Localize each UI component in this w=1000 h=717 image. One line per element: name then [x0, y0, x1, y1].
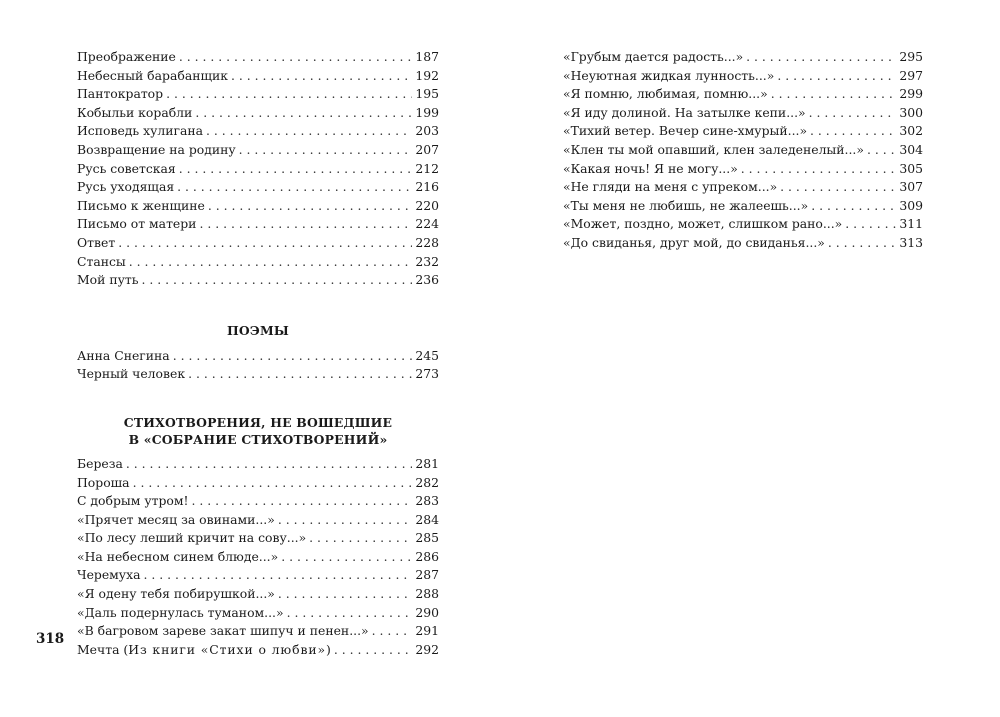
- toc-entry-title: «Я помню, любимая, помню...»: [563, 86, 768, 102]
- toc-entry[interactable]: [77, 122, 439, 141]
- toc-entry-page: 299: [899, 86, 923, 102]
- toc-entry[interactable]: [77, 67, 439, 86]
- toc-entry-page: 245: [415, 347, 439, 363]
- toc-entry[interactable]: [77, 641, 439, 660]
- toc-entry-page: 291: [415, 623, 439, 639]
- toc-entry-title: «По лесу леший кричит на сову...»: [77, 530, 307, 546]
- toc-entry-page: 288: [415, 586, 439, 602]
- toc-entry[interactable]: [563, 215, 923, 234]
- toc-entry-title: «Прячет месяц за овинами...»: [77, 511, 275, 527]
- toc-entry-title: «В багровом зареве закат шипуч и пенен...»: [77, 623, 369, 639]
- toc-entry-title: «Я иду долиной. На затылке кепи...»: [563, 104, 806, 120]
- toc-entry-title: С добрым утром!: [77, 493, 189, 509]
- toc-entry-title: «Не гляди на меня с упреком...»: [563, 179, 778, 195]
- toc-entry-title: «Какая ночь! Я не могу...»: [563, 160, 738, 176]
- dot-leader: [334, 641, 412, 660]
- dot-leader: [199, 215, 412, 234]
- toc-entry[interactable]: [77, 455, 439, 474]
- section-heading-line-2: В «СОБРАНИЕ СТИХОТВОРЕНИЙ»: [128, 431, 388, 447]
- toc-entry-title: Береза: [77, 455, 123, 471]
- toc-entry-title: Ответ: [77, 234, 116, 250]
- page-number: 318: [36, 631, 65, 647]
- toc-entry[interactable]: [563, 122, 923, 141]
- toc-entry[interactable]: [77, 234, 439, 253]
- toc-entry-page: 195: [415, 86, 439, 102]
- toc-entry-title: Кобыльи корабли: [77, 104, 193, 120]
- dot-leader: [810, 122, 896, 141]
- toc-entry-title: Возвращение на родину: [77, 141, 236, 157]
- toc-entry[interactable]: [77, 365, 439, 384]
- toc-entry-title: «Может, поздно, может, слишком рано...»: [563, 216, 843, 232]
- dot-leader: [771, 85, 896, 104]
- dot-leader: [142, 271, 413, 290]
- dot-leader: [173, 347, 412, 366]
- toc-entry-title: Пороша: [77, 474, 130, 490]
- toc-entry-page: 192: [415, 67, 439, 83]
- dot-leader: [741, 160, 896, 179]
- toc-entry[interactable]: [77, 529, 439, 548]
- dot-leader: [867, 141, 896, 160]
- toc-entry-page: 216: [415, 179, 439, 195]
- dot-leader: [195, 104, 412, 123]
- dot-leader: [188, 365, 412, 384]
- toc-entry[interactable]: [563, 67, 923, 86]
- toc-entry-page: 187: [415, 49, 439, 64]
- toc-entry-title: «Неуютная жидкая лунность...»: [563, 67, 775, 83]
- dot-leader: [278, 585, 412, 604]
- toc-entry-title: Анна Снегина: [77, 347, 170, 363]
- toc-entry[interactable]: [563, 85, 923, 104]
- toc-entry-page: 307: [899, 179, 923, 195]
- toc-entry-title: «Клен ты мой опавший, клен заледенелый...»: [563, 141, 864, 157]
- dot-leader: [206, 122, 412, 141]
- toc-entry-page: 283: [415, 493, 439, 509]
- toc-entry-page: 273: [415, 366, 439, 382]
- toc-entry-title: «Я одену тебя побирушкой...»: [77, 586, 275, 602]
- dot-leader: [177, 178, 412, 197]
- toc-entry-page: 305: [899, 160, 923, 176]
- toc-entry-title: «Даль подернулась туманом...»: [77, 604, 284, 620]
- dot-leader: [133, 474, 412, 493]
- toc-entry[interactable]: [563, 160, 923, 179]
- dot-leader: [828, 234, 896, 253]
- dot-leader: [192, 492, 413, 511]
- toc-entry[interactable]: [77, 48, 439, 67]
- dot-leader: [118, 234, 412, 253]
- toc-entry[interactable]: [77, 604, 439, 623]
- dot-leader: [811, 197, 896, 216]
- toc-entry-page: 304: [899, 141, 923, 157]
- toc-entry-title: Письмо к женщине: [77, 197, 205, 213]
- dot-leader: [372, 622, 412, 641]
- toc-entry-title-spaced: Из книги «Стихи о любви»: [128, 641, 326, 657]
- dot-leader: [143, 566, 412, 585]
- toc-entry-page: 199: [415, 104, 439, 120]
- toc-list-top: [77, 48, 439, 290]
- toc-entry-page: 236: [415, 272, 439, 288]
- toc-entry[interactable]: [77, 271, 439, 290]
- section-heading-poems: ПОЭМЫ: [227, 322, 289, 338]
- toc-entry-page: 207: [415, 141, 439, 157]
- dot-leader: [208, 197, 412, 216]
- toc-entry[interactable]: [563, 141, 923, 160]
- dot-leader: [126, 455, 412, 474]
- toc-entry-title: Русь уходящая: [77, 179, 175, 195]
- dot-leader: [278, 511, 412, 530]
- toc-entry-title: «На небесном синем блюде...»: [77, 548, 279, 564]
- toc-entry-title-suffix: ): [325, 641, 331, 657]
- toc-entry[interactable]: [77, 85, 439, 104]
- toc-entry-page: 281: [415, 455, 439, 471]
- toc-entry[interactable]: [77, 622, 439, 641]
- toc-entry[interactable]: [563, 234, 923, 253]
- toc-entry-page: 203: [415, 123, 439, 139]
- toc-entry-page: 232: [415, 253, 439, 269]
- toc-entry-page: 300: [899, 104, 923, 120]
- toc-entry-title: [77, 641, 331, 660]
- toc-entry-page: 302: [899, 123, 923, 139]
- toc-entry-title: Мой путь: [77, 272, 139, 288]
- toc-entry-page: 212: [415, 160, 439, 176]
- toc-entry[interactable]: [77, 474, 439, 493]
- toc-entry-title: «Тихий ветер. Вечер сине-хмурый...»: [563, 123, 808, 139]
- toc-entry[interactable]: [77, 178, 439, 197]
- toc-entry[interactable]: [77, 511, 439, 530]
- toc-entry-page: 284: [415, 511, 439, 527]
- toc-entry[interactable]: [77, 215, 439, 234]
- toc-entry-page: 297: [899, 67, 923, 83]
- toc-entry-page: 285: [415, 530, 439, 546]
- toc-entry-title: Пантократор: [77, 86, 164, 102]
- dot-leader: [845, 215, 896, 234]
- toc-entry-title: Преображение: [77, 49, 176, 64]
- toc-entry-title: Исповедь хулигана: [77, 123, 204, 139]
- toc-entry-page: 282: [415, 474, 439, 490]
- toc-entry-title: «Грубым дается радость...»: [563, 49, 744, 64]
- dot-leader: [129, 253, 412, 272]
- toc-entry[interactable]: [77, 566, 439, 585]
- toc-entry-title: Черный человек: [77, 366, 186, 382]
- toc-entry[interactable]: [77, 160, 439, 179]
- toc-entry-title: Стансы: [77, 253, 126, 269]
- dot-leader: [231, 67, 412, 86]
- dot-leader: [239, 141, 412, 160]
- section-heading-uncollected: [77, 414, 439, 448]
- toc-entry-page: 311: [899, 216, 923, 232]
- toc-list-poems: [77, 347, 439, 384]
- toc-entry[interactable]: [563, 178, 923, 197]
- dot-leader: [287, 604, 412, 623]
- toc-entry[interactable]: [77, 197, 439, 216]
- toc-entry[interactable]: [563, 104, 923, 123]
- dot-leader: [777, 67, 896, 86]
- toc-entry[interactable]: [77, 253, 439, 272]
- toc-entry-page: 313: [899, 234, 923, 250]
- toc-entry[interactable]: [77, 585, 439, 604]
- toc-right-column: [563, 48, 923, 253]
- toc-entry-page: 224: [415, 216, 439, 232]
- dot-leader: [281, 548, 412, 567]
- toc-entry-title: Письмо от матери: [77, 216, 197, 232]
- toc-entry[interactable]: [77, 492, 439, 511]
- toc-entry-page: 228: [415, 234, 439, 250]
- toc-list-right: [563, 48, 923, 253]
- toc-entry[interactable]: [77, 347, 439, 366]
- toc-entry-page: 220: [415, 197, 439, 213]
- dot-leader: [809, 104, 896, 123]
- section-heading-line-1: СТИХОТВОРЕНИЯ, НЕ ВОШЕДШИЕ: [123, 414, 393, 430]
- dot-leader: [179, 160, 412, 179]
- toc-entry-title: Русь советская: [77, 160, 176, 176]
- toc-entry[interactable]: [77, 141, 439, 160]
- toc-entry-title: «Ты меня не любишь, не жалеешь...»: [563, 197, 809, 213]
- dot-leader: [746, 48, 896, 67]
- toc-entry-title: Небесный барабанщик: [77, 67, 228, 83]
- toc-entry[interactable]: [77, 104, 439, 123]
- toc-entry[interactable]: [563, 197, 923, 216]
- dot-leader: [780, 178, 896, 197]
- toc-entry-title: Черемуха: [77, 567, 141, 583]
- toc-entry[interactable]: [563, 48, 923, 67]
- toc-list-uncollected: [77, 455, 439, 641]
- toc-entry-title-prefix: Мечта (: [77, 641, 129, 657]
- dot-leader: [179, 48, 412, 67]
- toc-entry-page: 286: [415, 548, 439, 564]
- toc-entry-page: 290: [415, 604, 439, 620]
- toc-entry-title: «До свиданья, друг мой, до свиданья...»: [563, 234, 825, 250]
- dot-leader: [309, 529, 412, 548]
- toc-entry-page: 292: [415, 641, 439, 657]
- toc-entry-page: 287: [415, 567, 439, 583]
- dot-leader: [166, 85, 412, 104]
- toc-entry-page: 309: [899, 197, 923, 213]
- toc-entry[interactable]: [77, 548, 439, 567]
- toc-entry-page: 295: [899, 49, 923, 64]
- toc-left-column: [77, 48, 439, 659]
